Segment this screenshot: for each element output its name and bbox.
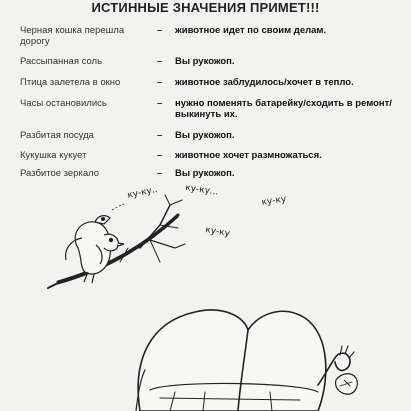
meaning-text: животное идет по своим делам.: [175, 25, 327, 36]
meaning-text: Вы рукожоп.: [175, 168, 235, 179]
dash: –: [157, 130, 163, 141]
dash: –: [157, 150, 163, 161]
omen-text: Птица залетела в окно: [20, 77, 121, 88]
person-figure: [136, 310, 357, 411]
meaning-text: Вы рукожоп.: [175, 130, 235, 141]
cuckoo-calls: [127, 183, 288, 239]
cuckoo-call: ку-ку: [261, 194, 287, 208]
cuckoo-bird: [66, 216, 124, 283]
omen-text: Разбитая посуда: [20, 130, 94, 141]
dash: –: [157, 168, 163, 179]
omen-text: Разбитое зеркало: [20, 168, 100, 179]
page-title: ИСТИННЫЕ ЗНАЧЕНИЯ ПРИМЕТ!!!: [91, 0, 320, 15]
cuckoo-call: ку-ку: [204, 225, 231, 240]
meaning-text: животное хочет размножаться.: [175, 150, 322, 161]
cuckoo-call: ку-ку..: [126, 184, 159, 201]
meaning-text: нужно поменять батарейку/сходить в ремонт/выкинуть их.: [175, 98, 392, 120]
meaning-text: Вы рукожоп.: [175, 56, 235, 67]
omen-text: Черная кошка перешла дорогу: [20, 25, 125, 47]
dash: –: [157, 56, 163, 67]
dash: –: [157, 77, 163, 88]
dash: –: [157, 25, 163, 36]
omen-text: Кукушка кукует: [20, 150, 87, 161]
omen-text: Рассыпанная соль: [20, 56, 103, 67]
cuckoo-call: ку-ку...: [184, 183, 220, 198]
meaning-text: животное заблудилось/хочет в тепло.: [175, 77, 354, 88]
omen-text: Часы остановились: [20, 98, 107, 109]
dash: –: [157, 98, 163, 109]
